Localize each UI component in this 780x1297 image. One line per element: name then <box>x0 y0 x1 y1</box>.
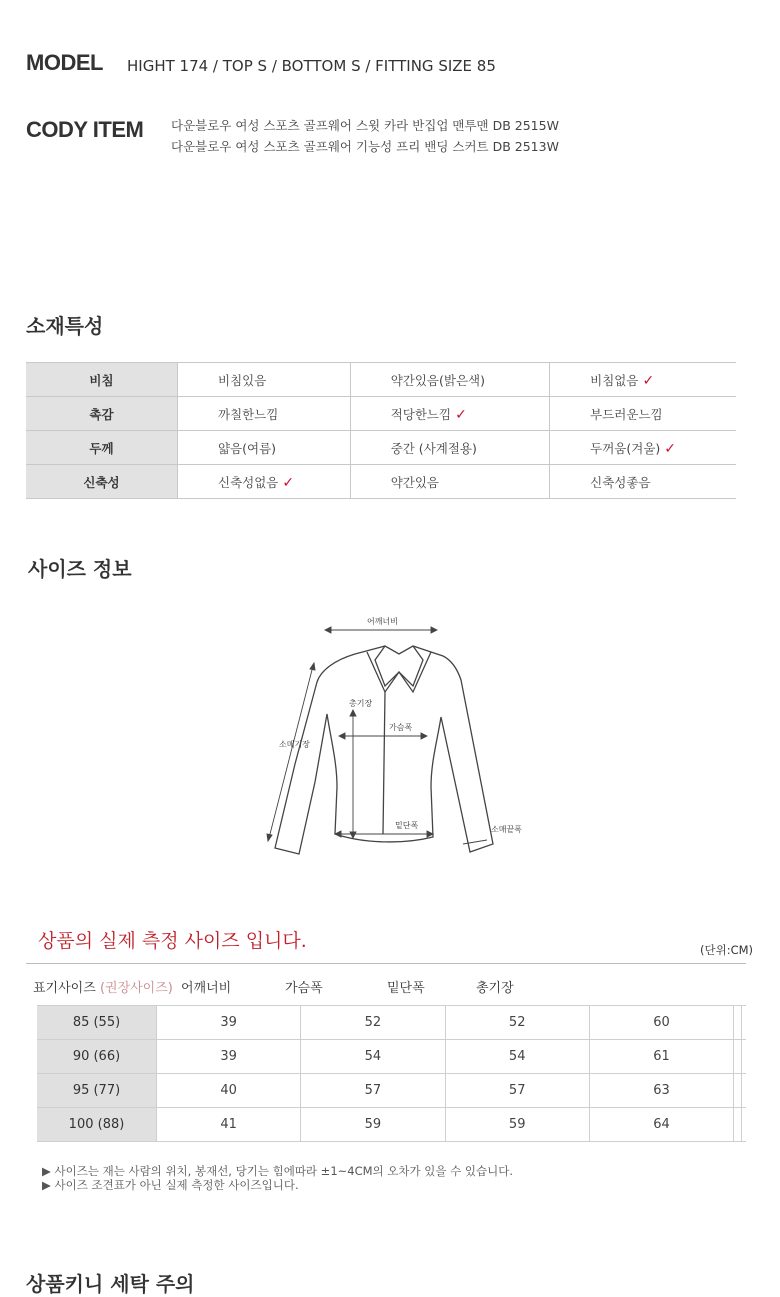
material-title: 소재특성 <box>26 314 104 338</box>
col-header-length: 총기장 <box>476 981 514 996</box>
cody-item-label: CODY ITEM <box>26 117 144 142</box>
size-cell: 39 <box>157 1040 301 1074</box>
material-row <box>26 397 736 431</box>
size-note-2: ▶ 사이즈 조견표가 아닌 실제 측정한 사이즈입니다. <box>42 1178 299 1192</box>
garment-diagram <box>255 612 535 862</box>
size-cell: 52 <box>301 1006 445 1040</box>
material-row <box>26 363 736 397</box>
material-option-label: 중간 (사계절용) <box>390 440 477 456</box>
size-row <box>37 1074 746 1108</box>
material-row <box>26 465 736 499</box>
size-cell: 60 <box>589 1006 733 1040</box>
material-option <box>178 465 351 499</box>
size-cell <box>742 1040 746 1074</box>
material-option-label: 까칠한느낌 <box>218 406 279 422</box>
size-cell: 54 <box>301 1040 445 1074</box>
size-cell <box>742 1006 746 1040</box>
size-column-header <box>33 977 173 996</box>
size-cell: 61 <box>589 1040 733 1074</box>
size-cell: 59 <box>445 1108 589 1142</box>
check-icon: ✓ <box>455 406 467 423</box>
size-header-sub: (권장사이즈) <box>99 981 173 996</box>
size-cell: 57 <box>301 1074 445 1108</box>
size-row-label: 100 (88) <box>37 1108 157 1142</box>
material-row <box>26 431 736 465</box>
size-row-label: 90 (66) <box>37 1040 157 1074</box>
size-row-label: 85 (55) <box>37 1006 157 1040</box>
material-option <box>550 465 736 499</box>
material-row-label: 신축성 <box>26 465 178 499</box>
col-header-shoulder: 어깨너비 <box>181 981 232 996</box>
material-option-label: 부드러운느낌 <box>590 406 663 422</box>
measure-unit: (단위:CM) <box>700 943 754 957</box>
diagram-length-label: 총기장 <box>349 699 373 708</box>
check-icon: ✓ <box>664 440 677 457</box>
check-icon: ✓ <box>642 372 655 389</box>
material-option <box>550 363 736 397</box>
diagram-cuff-label: 소매끝폭 <box>491 825 522 834</box>
material-row-label: 두께 <box>26 431 178 465</box>
material-option-label: 신축성좋음 <box>590 474 651 490</box>
size-row <box>37 1006 746 1040</box>
next-section-title: 상품키니 세탁 주의 <box>26 1272 195 1296</box>
model-info: HIGHT 174 / TOP S / BOTTOM S / FITTING SIZE 85 <box>127 57 496 75</box>
size-cell: 57 <box>445 1074 589 1108</box>
size-cell: 54 <box>445 1040 589 1074</box>
diagram-shoulder-label: 어깨너비 <box>367 617 398 626</box>
size-cell: 41 <box>157 1108 301 1142</box>
size-row <box>37 1108 746 1142</box>
size-cell <box>734 1040 742 1074</box>
material-option <box>550 397 736 431</box>
material-option-label: 약간있음(밝은색) <box>390 372 485 388</box>
size-cell <box>742 1108 746 1142</box>
jacket-outline <box>275 646 493 854</box>
cody-item-list <box>171 115 559 157</box>
model-label: MODEL <box>26 50 103 75</box>
material-option-label: 신축성없음 <box>218 474 279 490</box>
size-cell <box>734 1006 742 1040</box>
size-cell: 64 <box>589 1108 733 1142</box>
size-info-title: 사이즈 정보 <box>28 557 132 581</box>
material-option-label: 비침있음 <box>218 372 267 388</box>
material-option-label: 적당한느낌 <box>390 406 452 422</box>
col-header-hem: 밑단폭 <box>387 981 425 996</box>
cody-item-2: 다운블로우 여성 스포츠 골프웨어 기능성 프리 밴딩 스커트 DB 2513W <box>171 139 559 154</box>
material-option-label: 약간있음 <box>390 474 439 490</box>
check-icon: ✓ <box>282 474 295 491</box>
size-cell <box>734 1108 742 1142</box>
material-option <box>178 363 351 397</box>
material-table <box>26 362 736 499</box>
size-cell <box>742 1074 746 1108</box>
size-cell: 39 <box>157 1006 301 1040</box>
diagram-hem-label: 밑단폭 <box>395 821 419 830</box>
size-row <box>37 1040 746 1074</box>
material-option-label: 얇음(여름) <box>218 440 277 456</box>
material-option <box>350 465 549 499</box>
material-row-label: 촉감 <box>26 397 178 431</box>
material-option <box>350 363 549 397</box>
size-cell: 63 <box>589 1074 733 1108</box>
col-header-chest: 가슴폭 <box>285 981 323 996</box>
material-option-label: 비침없음 <box>590 372 639 388</box>
size-notes <box>42 1164 513 1192</box>
material-option <box>178 397 351 431</box>
size-note-1: ▶ 사이즈는 재는 사람의 위치, 봉재선, 당기는 힘에따라 ±1~4CM의 오차가 있을 수 있습니다. <box>42 1164 514 1178</box>
size-cell: 59 <box>301 1108 445 1142</box>
size-table <box>37 1005 746 1142</box>
size-header-label: 표기사이즈 <box>33 981 96 996</box>
divider <box>26 963 746 964</box>
material-option <box>350 397 549 431</box>
material-row-label: 비침 <box>26 363 178 397</box>
size-cell: 40 <box>157 1074 301 1108</box>
material-option-label: 두꺼움(겨울) <box>590 440 661 456</box>
material-option <box>350 431 549 465</box>
material-option <box>550 431 736 465</box>
diagram-chest-label: 가슴폭 <box>389 723 413 732</box>
cody-item-1: 다운블로우 여성 스포츠 골프웨어 스윗 카라 반집업 맨투맨 DB 2515W <box>171 118 559 133</box>
material-option <box>178 431 351 465</box>
diagram-sleeve-label: 소매기장 <box>279 740 310 749</box>
size-cell: 52 <box>445 1006 589 1040</box>
measure-title: 상품의 실제 측정 사이즈 입니다. <box>38 930 307 952</box>
size-row-label: 95 (77) <box>37 1074 157 1108</box>
size-cell <box>734 1074 742 1108</box>
